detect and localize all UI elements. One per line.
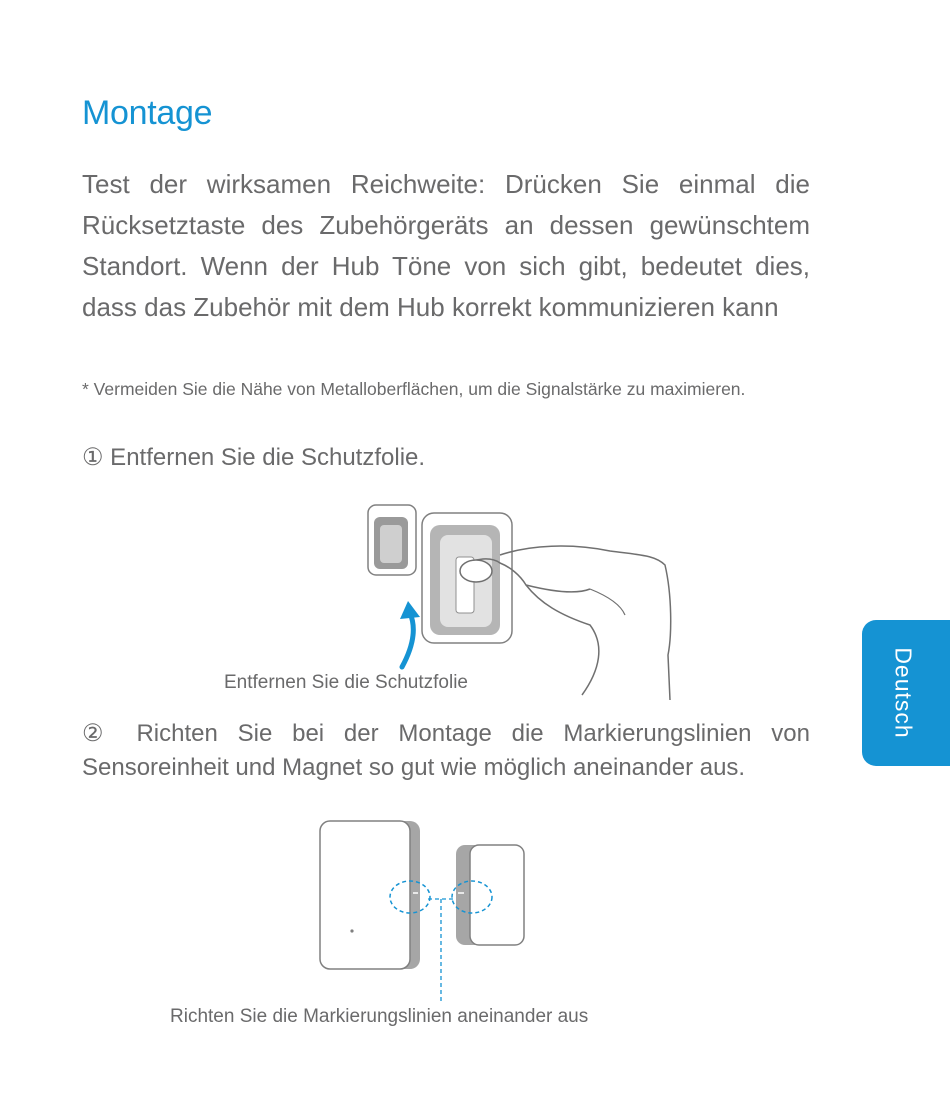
page-title: Montage — [82, 94, 213, 132]
alignment-illustration — [310, 815, 550, 1005]
sensor-unit — [320, 821, 420, 969]
magnet-unit — [456, 845, 524, 945]
step-2-text: ② Richten Sie bei der Montage die Markierungslinien von Sensoreinheit und Magnet so gut wie möglich aneinander aus. — [82, 720, 810, 781]
range-test-paragraph: Test der wirksamen Reichweite: Drücken Sie einmal die Rücksetztaste des Zubehörgeräts an dessen gewünschtem Standort. Wenn der Hub Töne von sich gibt, bedeutet dies, dass das Zubehör mit dem Hub korrekt kommunizieren kann — [82, 169, 810, 322]
metal-surface-note: * Vermeiden Sie die Nähe von Metalloberflächen, um die Signalstärke zu maximieren. — [82, 379, 746, 399]
step-2-caption: Richten Sie die Markierungslinien aneinander aus — [170, 1006, 589, 1027]
language-tab[interactable] — [862, 620, 950, 766]
step-1-text: ① Entfernen Sie die Schutzfolie. — [82, 444, 426, 471]
language-tab-label: Deutsch — [890, 647, 917, 739]
magnet-piece — [368, 505, 416, 575]
peel-arrow — [402, 613, 413, 667]
step-1-caption: Entfernen Sie die Schutzfolie — [224, 672, 468, 693]
